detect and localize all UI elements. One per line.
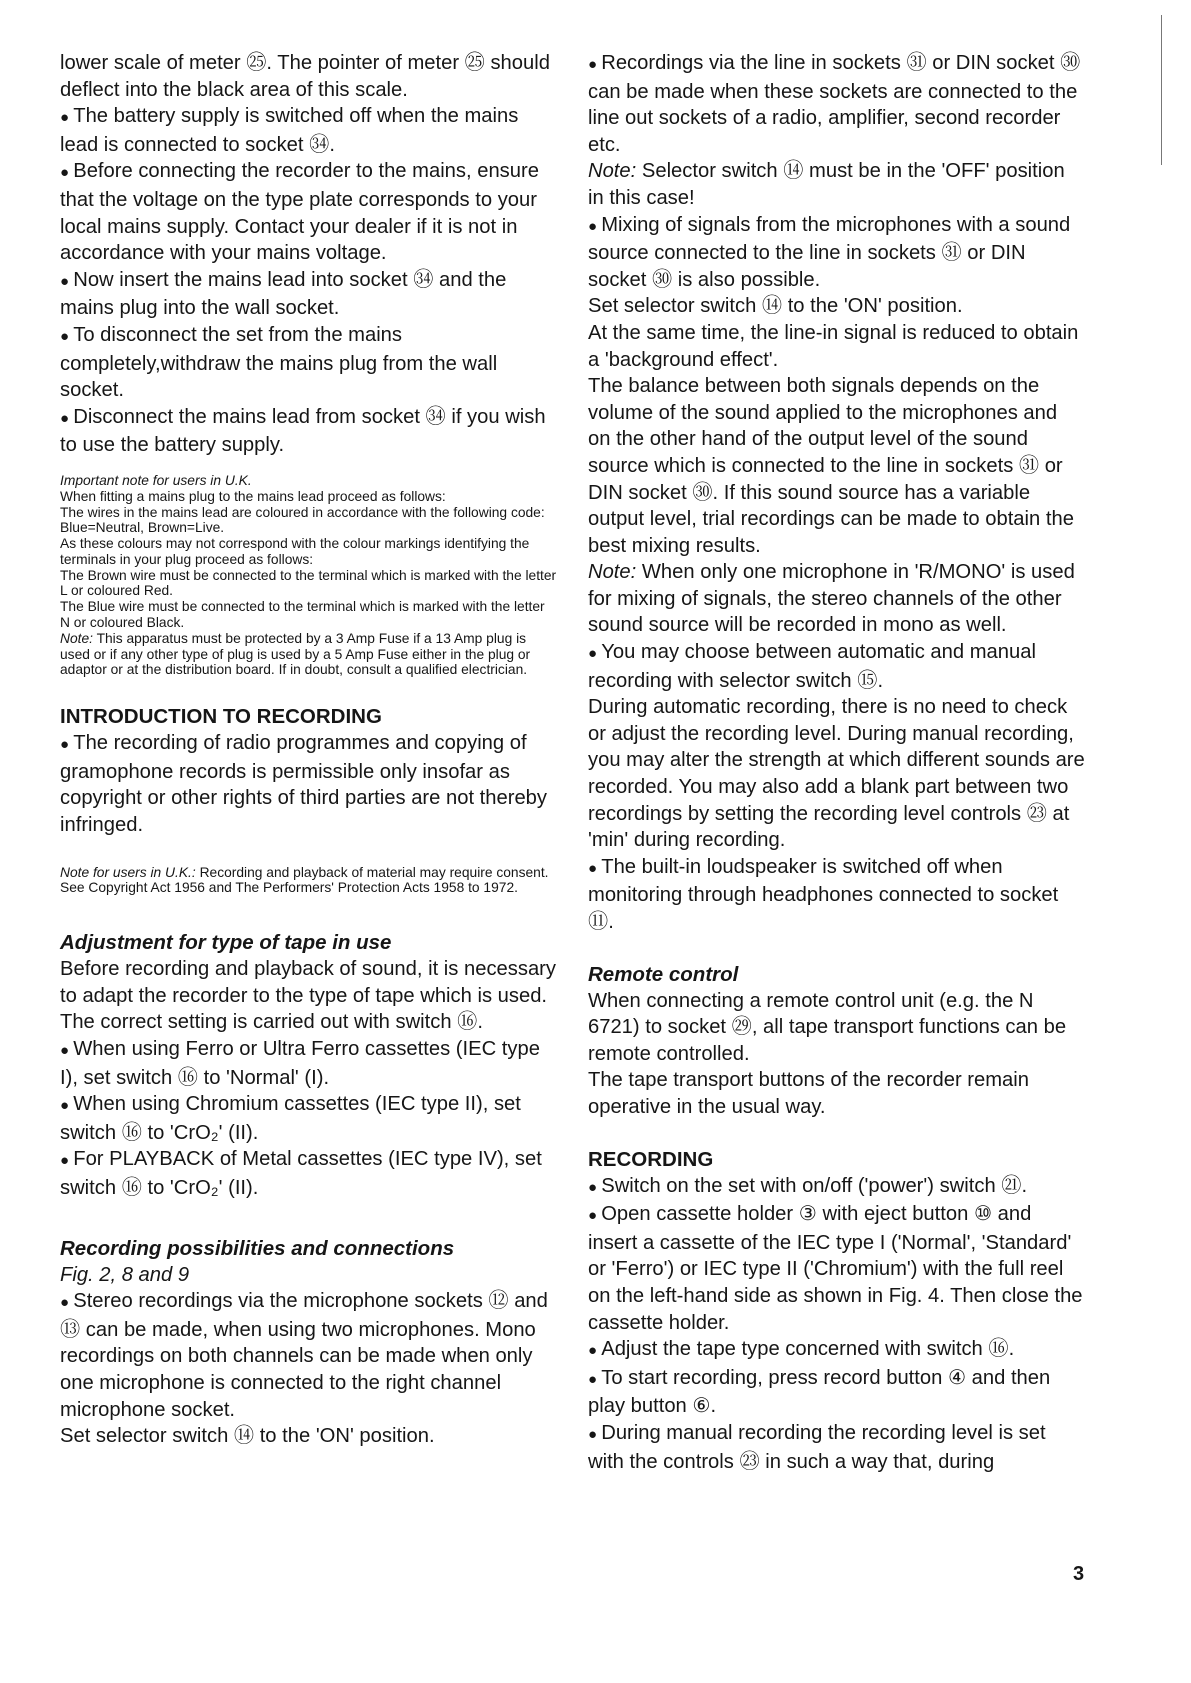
selector-on-paragraph: Set selector switch ⑭ to the 'ON' position. xyxy=(60,1425,435,1448)
fuse-note-label: Note: xyxy=(60,630,93,646)
figure-reference: Fig. 2, 8 and 9 xyxy=(60,1263,190,1286)
mains-lead-bullet: ● Now insert the mains lead into socket ㉞ and the mains plug into the wall socket. xyxy=(60,267,557,322)
disconnect-bullet: ● To disconnect the set from the mains completely,withdraw the mains plug from the wall socket. xyxy=(60,322,557,404)
note-label: Note: xyxy=(588,561,637,584)
note-text: Selector switch ⑭ must be in the 'OFF' position in this case! xyxy=(588,160,1065,209)
transport-buttons-paragraph: The tape transport buttons of the recorder remain operative in the usual way. xyxy=(588,1069,1030,1118)
intro-heading: INTRODUCTION TO RECORDING xyxy=(60,705,382,729)
record-button-bullet: ● To start recording, press record button ④ and then play button ⑥. xyxy=(588,1365,1085,1420)
note-label: Note: xyxy=(588,160,637,183)
tape-type-heading: Adjustment for type of tape in use xyxy=(60,931,392,955)
uk-note-title: Important note for users in U.K. xyxy=(60,472,252,488)
tape-type-bullet: ● Adjust the tape type concerned with switch ⑯. xyxy=(588,1336,1085,1365)
uk-note-line: The Brown wire must be connected to the terminal which is marked with the letter L or coloured Red. xyxy=(60,567,557,599)
recording-level-paragraph: During automatic recording, there is no need to check or adjust the recording level. During manual recording, you may alter the strength at which different sounds are recorded. You may also add a blank part between two recordings by setting the recording level controls ㉓ at 'min' during recording. xyxy=(588,696,1085,852)
right-column xyxy=(588,50,1085,1475)
mono-note xyxy=(588,559,1085,639)
selector-off-note xyxy=(588,158,1085,211)
left-column xyxy=(60,50,557,1450)
copyright-note xyxy=(60,865,557,897)
battery-bullet: ● The battery supply is switched off when the mains lead is connected to socket ㉞. xyxy=(60,103,557,158)
tape-intro-paragraph: Before recording and playback of sound, it is necessary to adapt the recorder to the type of tape which is used. xyxy=(60,958,556,1007)
tape-switch-paragraph: The correct setting is carried out with switch ⑯. xyxy=(60,1011,483,1034)
balance-paragraph: The balance between both signals depends on the volume of the sound applied to the microphones and on the other hand of the output level of the sound source which is connected to the line in sockets ㉛ or DIN socket ㉚. If this sound source has a variable output level, trial recordings can be made to obtain the best mixing results. xyxy=(588,375,1074,557)
voltage-bullet: ● Before connecting the recorder to the mains, ensure that the voltage on the type plate corresponds to your local mains supply. Contact your dealer if it is not in accordance with your mains voltage. xyxy=(60,158,557,266)
loudspeaker-bullet: ● The built-in loudspeaker is switched off when monitoring through headphones connected to socket ⑪. xyxy=(588,854,1085,936)
chromium-bullet: ● When using Chromium cassettes (IEC type II), set switch ⑯ to 'CrO₂' (II). xyxy=(60,1091,557,1146)
copyright-note-text: Recording and playback of material may require consent. See Copyright Act 1956 and The Performers' Protection Acts 1958 to 1972. xyxy=(60,864,549,896)
uk-note-line: The Blue wire must be connected to the terminal which is marked with the letter N or coloured Black. xyxy=(60,599,545,631)
uk-note-line: When fitting a mains plug to the mains lead proceed as follows: xyxy=(60,488,446,504)
page-number: 3 xyxy=(1073,1563,1085,1585)
copyright-note-label: Note for users in U.K.: xyxy=(60,864,196,880)
manual-level-bullet: ● During manual recording the recording level is set with the controls ㉓ in such a way that, during xyxy=(588,1420,1085,1475)
mixing-bullet: ● Mixing of signals from the microphones with a sound source connected to the line in sockets ㉛ or DIN socket ㉚ is also possible. xyxy=(588,212,1085,294)
microphone-bullet: ● Stereo recordings via the microphone sockets ⑫ and ⑬ can be made, when using two microphones. Mono recordings on both channels can be made when only one microphone is connected to the right channel microphone socket. xyxy=(60,1288,557,1423)
remote-paragraph: When connecting a remote control unit (e.g. the N 6721) to socket ㉙, all tape transport functions can be remote controlled. xyxy=(588,989,1067,1065)
line-in-bullet: ● Recordings via the line in sockets ㉛ or DIN socket ㉚ can be made when these sockets are connected to the line out sockets of a radio, amplifier, second recorder etc. xyxy=(588,50,1085,158)
recording-heading: RECORDING xyxy=(588,1147,714,1171)
fuse-note xyxy=(60,631,557,678)
cassette-bullet: ● Open cassette holder ③ with eject button ⑩ and insert a cassette of the IEC type I ('Normal', 'Standard' or 'Ferro') or IEC type II ('Chromium') with the full reel on the left-hand side as shown in Fig. 4. Then close the cassette holder. xyxy=(588,1201,1085,1336)
note-text: When only one microphone in 'R/MONO' is used for mixing of signals, the stereo channels of the other sound source will be recorded in mono as well. xyxy=(588,561,1075,637)
uk-note-line: As these colours may not correspond with the colour markings identifying the terminals in your plug proceed as follows: xyxy=(60,536,530,567)
recording-possibilities-heading: Recording possibilities and connections xyxy=(60,1236,455,1260)
remote-control-heading: Remote control xyxy=(588,962,739,986)
uk-note-line: The wires in the mains lead are coloured in accordance with the following code: Blue=Neutral, Brown=Live. xyxy=(60,504,545,536)
fuse-note-text: This apparatus must be protected by a 3 Amp Fuse if a 13 Amp plug is used or if any other type of plug is used by a 5 Amp Fuse either in the plug or adaptor or at the distribution board. If in doubt, consult a qualified electrician. xyxy=(60,630,531,678)
meter-paragraph: lower scale of meter ㉕. The pointer of meter ㉕ should deflect into the black area of this scale. xyxy=(60,52,550,101)
battery-supply-bullet: ● Disconnect the mains lead from socket ㉞ if you wish to use the battery supply. xyxy=(60,404,557,459)
ferro-bullet: ● When using Ferro or Ultra Ferro cassettes (IEC type I), set switch ⑯ to 'Normal' (I). xyxy=(60,1036,557,1091)
power-bullet: ● Switch on the set with on/off ('power') switch ㉑. xyxy=(588,1173,1085,1202)
copyright-bullet: ● The recording of radio programmes and copying of gramophone records is permissible only insofar as copyright or other rights of third parties are not thereby infringed. xyxy=(60,730,557,838)
scan-edge-mark xyxy=(1161,15,1162,165)
selector-on-paragraph: Set selector switch ⑭ to the 'ON' position. xyxy=(588,295,963,318)
uk-mains-note xyxy=(60,473,557,678)
metal-bullet: ● For PLAYBACK of Metal cassettes (IEC type IV), set switch ⑯ to 'CrO₂' (II). xyxy=(60,1146,557,1201)
auto-manual-bullet: ● You may choose between automatic and manual recording with selector switch ⑮. xyxy=(588,639,1085,694)
background-effect-paragraph: At the same time, the line-in signal is reduced to obtain a 'background effect'. xyxy=(588,321,1079,371)
